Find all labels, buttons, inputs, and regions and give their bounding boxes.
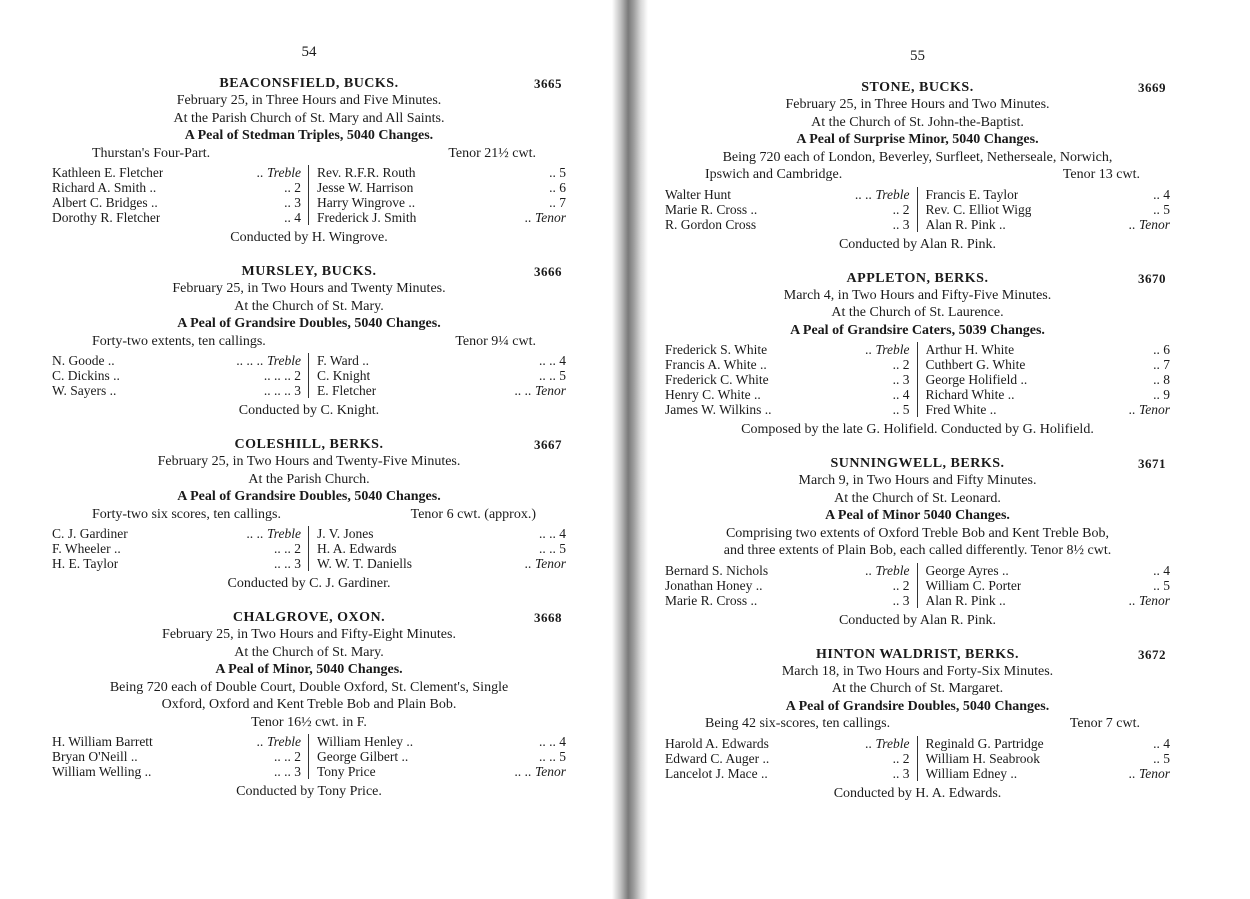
ringer-column-left [665,342,918,417]
ringer-bell: .. .. 4 [539,353,566,368]
ringer-row [52,353,301,368]
peal-detail-line: March 9, in Two Hours and Fifty Minutes. [798,473,1037,488]
ringer-name: Henry C. White .. [665,387,761,402]
peal-method: A Peal of Surprise Minor, 5040 Changes. [796,132,1039,147]
ringer-bell: .. 2 [284,180,301,195]
ringer-row [926,202,1171,217]
ringer-bell: .. Treble [256,734,301,749]
peal-place: HINTON WALDRIST, BERKS. [816,646,1019,662]
ringer-name: Dorothy R. Fletcher [52,210,161,225]
ringer-bell: .. 4 [1153,186,1170,202]
peal-place: SUNNINGWELL, BERKS. [830,456,1005,471]
ringer-bell: .. 5 [1153,577,1170,593]
ringer-column-left [52,526,309,571]
ringer-bell: .. Tenor [1128,592,1170,608]
ringer-bell: .. 8 [1153,372,1170,387]
peal-header [52,436,566,453]
peal-method: A Peal of Grandsire Caters, 5039 Changes. [790,322,1045,338]
peal-method: A Peal of Stedman Triples, 5040 Changes. [184,128,434,143]
ringer-name: Fred White .. [925,402,997,417]
peal-detail-line: Comprising two extents of Oxford Treble Bob and Kent Treble Bob, [725,525,1110,541]
ringer-row [926,217,1171,232]
ringer-name: Richard A. Smith .. [52,180,157,195]
ringer-row [52,541,301,556]
ringer-bell: .. 5 [1153,201,1170,217]
ringer-row [52,195,301,210]
ringer-bell: .. 4 [1153,562,1170,578]
peal-record [52,75,566,246]
ringer-name: James W. Wilkins .. [665,402,772,417]
ringer-row [52,734,301,749]
ringer-row [52,556,301,571]
peal-number: 3666 [534,264,562,279]
ringer-row [52,368,301,383]
ringer-name: George Ayres .. [925,562,1009,578]
ringer-bell: .. 3 [892,216,910,232]
peal-record [665,270,1170,439]
ringer-name: Alan R. Pink .. [925,216,1006,232]
ringer-row [926,736,1171,751]
peal-tenor-row [665,715,1170,733]
peal-place: APPLETON, BERKS. [846,270,989,286]
ringer-bell: .. 2 [892,357,910,372]
peal-tenor: Tenor 13 cwt. [1062,167,1140,182]
ringer-column-left [665,736,918,781]
ringer-bell: .. 4 [892,387,910,402]
ringer-table [52,165,566,225]
peal-method: A Peal of Minor, 5040 Changes. [215,662,403,677]
ringer-bell: .. Tenor [1128,402,1170,417]
ringer-bell: .. Treble [865,342,910,357]
ringer-name: Cuthbert G. White [925,357,1026,372]
ringer-bell: .. 9 [1153,387,1170,402]
ringer-row [317,195,566,210]
peal-header [52,609,566,626]
ringer-name: Lancelot J. Mace .. [665,765,768,781]
peal-conductor: Conducted by H. A. Edwards. [833,785,1002,801]
ringer-name: George Gilbert .. [317,749,409,764]
peal-detail-line: February 25, in Three Hours and Five Minutes. [176,93,442,108]
ringer-column-right [918,736,1171,781]
peal-composition: Thurstan's Four-Part. [92,145,211,161]
peal-record [665,646,1170,802]
peal-detail-line: March 4, in Two Hours and Fifty-Five Minutes. [783,287,1052,303]
ringer-name: William Welling .. [52,764,152,779]
ringer-row [926,593,1171,608]
peal-detail-line: February 25, in Two Hours and Fifty-Eight Minutes. [162,627,456,642]
peal-number: 3670 [1138,270,1166,286]
ringer-name: Frederick J. Smith [317,210,417,225]
peal-tenor: Tenor 7 cwt. [1069,716,1140,731]
ringer-row [926,563,1171,578]
ringer-row [926,402,1171,417]
ringer-name: Frederick C. White [665,372,769,387]
peal-tenor-row [665,166,1170,184]
peal-number: 3667 [534,437,562,452]
peal-tenor: Tenor 6 cwt. (approx.) [410,506,536,522]
ringer-table [665,563,1170,608]
peal-place: MURSLEY, BUCKS. [241,264,377,279]
peal-tenor: Tenor 21½ cwt. [448,145,536,161]
ringer-column-left [52,353,309,398]
peal-header [665,270,1170,287]
ringer-row [665,187,910,202]
ringer-row [665,372,910,387]
ringer-row [52,165,301,180]
ringer-column-left [665,187,918,232]
ringer-name: W. Sayers .. [52,383,117,398]
peal-conductor: Conducted by Alan R. Pink. [838,612,997,628]
ringer-bell: .. .. 5 [539,749,566,764]
ringer-name: Alan R. Pink .. [925,592,1006,608]
ringer-row [665,578,910,593]
peal-header [665,455,1170,472]
ringer-row [926,342,1171,357]
ringer-name: Rev. C. Elliot Wigg [925,201,1032,217]
ringer-row [665,736,910,751]
peal-number: 3668 [534,610,562,625]
ringer-bell: .. .. .. 2 [263,368,301,383]
ringer-row [52,749,301,764]
ringer-name: Albert C. Bridges .. [52,195,158,210]
ringer-name: H. E. Taylor [52,556,119,571]
ringer-bell: .. 4 [284,210,301,225]
ringer-row [317,764,566,779]
ringer-name: Arthur H. White [925,342,1015,357]
ringer-row [665,402,910,417]
ringer-name: E. Fletcher [317,383,377,398]
ringer-name: F. Ward .. [317,353,369,368]
ringer-row [52,180,301,195]
ringer-row [926,372,1171,387]
ringer-column-right [309,734,566,779]
ringer-bell: .. Treble [865,562,910,578]
peal-record [665,455,1170,629]
peal-list [52,75,566,800]
ringer-name: H. A. Edwards [317,541,397,556]
ringer-name: William Henley .. [317,734,414,749]
ringer-name: N. Goode .. [52,353,115,368]
ringer-name: H. William Barrett [52,734,153,749]
peal-list [665,79,1170,802]
peal-place: BEACONSFIELD, BUCKS. [219,76,399,91]
peal-detail-line: March 18, in Two Hours and Forty-Six Minutes. [781,663,1054,679]
peal-detail-line: At the Parish Church of St. Mary and All Saints. [173,110,445,126]
ringer-row [317,368,566,383]
ringer-name: William H. Seabrook [925,750,1041,766]
peal-place: COLESHILL, BERKS. [234,437,384,452]
ringer-column-right [918,342,1171,417]
ringer-column-right [309,165,566,225]
left-page [0,0,618,899]
ringer-name: William Edney .. [925,765,1018,781]
ringer-row [317,734,566,749]
ringer-row [926,751,1171,766]
ringer-row [926,766,1171,781]
ringer-name: Frederick S. White [665,342,768,357]
peal-tenor-row [52,333,566,351]
peal-conductor: Conducted by C. Knight. [238,403,380,418]
peal-place: CHALGROVE, OXON. [232,610,386,625]
peal-tenor-row [52,145,566,163]
ringer-bell: .. 4 [1153,735,1170,751]
ringer-row [665,217,910,232]
peal-record [52,609,566,800]
ringer-bell: .. 3 [892,592,910,608]
ringer-bell: .. .. Tenor [514,383,566,398]
ringer-column-left [52,734,309,779]
peal-detail-line: and three extents of Plain Bob, each called differently. Tenor 8½ cwt. [723,543,1112,558]
ringer-name: C. Knight [317,368,371,383]
ringer-table [52,734,566,779]
ringer-name: Edward C. Auger .. [665,750,770,766]
peal-conductor: Conducted by H. Wingrove. [230,230,388,245]
peal-record [52,263,566,419]
ringer-row [926,387,1171,402]
ringer-bell: .. 5 [549,165,566,180]
ringer-name: J. V. Jones [317,526,374,541]
peal-detail-line: At the Church of St. Leonard. [834,490,1001,506]
peal-conductor: Conducted by C. J. Gardiner. [227,576,391,591]
ringer-column-left [52,165,309,225]
ringer-table [665,187,1170,232]
ringer-name: Jesse W. Harrison [317,180,414,195]
ringer-name: Walter Hunt [665,186,732,202]
ringer-table [52,526,566,571]
ringer-bell: .. Treble [256,165,301,180]
ringer-column-left [665,563,918,608]
ringer-bell: .. Tenor [1128,765,1170,781]
ringer-row [665,563,910,578]
ringer-row [665,766,910,781]
peal-method: A Peal of Minor 5040 Changes. [825,508,1010,523]
ringer-bell: .. Tenor [524,210,566,225]
ringer-row [665,357,910,372]
peal-detail-line: At the Church of St. Laurence. [831,305,1004,320]
peal-detail-line: At the Church of St. John-the-Baptist. [811,114,1024,130]
ringer-bell: .. Treble [865,735,910,751]
ringer-name: Reginald G. Partridge [925,735,1044,751]
ringer-bell: .. 7 [1153,357,1170,372]
ringer-name: Rev. R.F.R. Routh [317,165,416,180]
peal-detail-line: At the Church of St. Margaret. [831,681,1004,696]
ringer-name: C. J. Gardiner [52,526,128,541]
ringer-table [665,342,1170,417]
peal-record [665,79,1170,253]
peal-method: A Peal of Grandsire Doubles, 5040 Changes. [785,698,1050,714]
ringer-table [665,736,1170,781]
peal-tenor-row [52,506,566,524]
ringer-name: Tony Price [317,764,376,779]
ringer-bell: .. .. 5 [539,368,566,383]
ringer-name: Marie R. Cross .. [665,201,758,217]
ringer-name: Francis E. Taylor [925,186,1019,202]
peal-number: 3672 [1138,646,1166,662]
peal-record [52,436,566,592]
ringer-bell: .. .. .. 3 [263,383,301,398]
ringer-bell: .. .. 4 [539,526,566,541]
ringer-bell: .. 6 [549,180,566,195]
ringer-name: Harold A. Edwards [665,735,769,751]
peal-number: 3671 [1138,456,1166,471]
ringer-name: Kathleen E. Fletcher [52,165,164,180]
ringer-table [52,353,566,398]
ringer-name: Harry Wingrove .. [317,195,416,210]
peal-conductor: Conducted by Alan R. Pink. [838,236,997,252]
ringer-row [665,593,910,608]
ringer-row [317,353,566,368]
ringer-row [665,751,910,766]
ringer-row [317,165,566,180]
ringer-bell: .. .. Tenor [514,764,566,779]
ringer-row [52,383,301,398]
ringer-row [52,210,301,225]
ringer-bell: .. Tenor [1128,216,1170,232]
peal-conductor: Composed by the late G. Holifield. Conducted by G. Holifield. [741,422,1094,437]
ringer-row [317,210,566,225]
peal-detail-line: Oxford, Oxford and Kent Treble Bob and Plain Bob. [161,697,457,712]
ringer-name: Bryan O'Neill .. [52,749,138,764]
ringer-column-right [309,353,566,398]
peal-number: 3665 [534,76,562,91]
peal-header [665,79,1170,96]
peal-detail-line: February 25, in Two Hours and Twenty Minutes. [172,281,446,296]
ringer-name: Bernard S. Nichols [665,562,769,578]
ringer-name: Richard White .. [925,387,1015,402]
ringer-bell: .. 3 [892,765,910,781]
peal-composition: Forty-two six scores, ten callings. [92,506,281,522]
ringer-bell: .. .. 4 [539,734,566,749]
ringer-name: C. Dickins .. [52,368,120,383]
ringer-row [317,383,566,398]
ringer-row [317,526,566,541]
ringer-column-right [918,187,1171,232]
page-number: 55 [910,48,925,64]
peal-detail-line: Being 720 each of Double Court, Double Oxford, St. Clement's, Single [109,679,509,695]
peal-header [665,646,1170,663]
ringer-row [317,180,566,195]
peal-number: 3669 [1138,80,1166,95]
peal-detail-line: At the Parish Church. [248,471,370,487]
ringer-bell: .. .. 3 [274,764,301,779]
peal-header [52,263,566,280]
peal-composition: Being 42 six-scores, ten callings. [705,716,891,731]
peal-detail-line: Tenor 16½ cwt. in F. [251,714,367,730]
peal-tenor: Tenor 9¼ cwt. [455,333,536,349]
ringer-bell: .. 6 [1153,342,1170,357]
right-page [640,0,1250,899]
peal-composition: Forty-two extents, ten callings. [92,333,266,349]
peal-header [52,75,566,92]
ringer-name: Marie R. Cross .. [665,592,758,608]
peal-detail-line: At the Church of St. Mary. [234,298,384,314]
ringer-bell: .. 5 [1153,750,1170,766]
ringer-name: W. W. T. Daniells [317,556,413,571]
ringer-bell: .. .. 2 [274,541,301,556]
peal-detail-line: Being 720 each of London, Beverley, Surfleet, Netherseale, Norwich, [722,149,1113,165]
ringer-row [926,578,1171,593]
ringer-bell: .. .. 2 [274,749,301,764]
ringer-bell: .. .. 3 [274,556,301,571]
ringer-name: George Holifield .. [925,372,1028,387]
ringer-row [317,541,566,556]
ringer-name: William C. Porter [925,577,1022,593]
ringer-row [317,556,566,571]
ringer-row [665,387,910,402]
ringer-row [52,526,301,541]
ringer-bell: .. 5 [892,402,910,417]
ringer-row [317,749,566,764]
peal-method: A Peal of Grandsire Doubles, 5040 Changes. [177,489,441,504]
ringer-bell: .. 2 [892,577,910,593]
ringer-name: Jonathan Honey .. [665,577,763,593]
ringer-name: F. Wheeler .. [52,541,121,556]
ringer-bell: .. .. Treble [855,186,910,202]
peal-detail-line: At the Church of St. Mary. [234,644,384,660]
ringer-bell: .. 2 [892,750,910,766]
peal-detail-line: February 25, in Two Hours and Twenty-Five Minutes. [157,454,461,469]
ringer-bell: .. Tenor [524,556,566,571]
ringer-bell: .. .. Treble [246,526,301,541]
peal-place: STONE, BUCKS. [861,80,974,95]
ringer-row [926,357,1171,372]
ringer-bell: .. .. 5 [539,541,566,556]
page-number: 54 [301,44,317,60]
peal-method: A Peal of Grandsire Doubles, 5040 Changes. [177,316,441,331]
peal-conductor: Conducted by Tony Price. [236,784,382,799]
ringer-name: Francis A. White .. [665,357,767,372]
ringer-column-right [918,563,1171,608]
ringer-row [926,187,1171,202]
peal-composition: Ipswich and Cambridge. [705,167,843,182]
ringer-row [52,764,301,779]
ringer-bell: .. 2 [892,201,910,217]
ringer-row [665,202,910,217]
ringer-bell: .. 3 [284,195,301,210]
ringer-column-right [309,526,566,571]
ringer-bell: .. .. .. Treble [236,353,301,368]
ringer-name: R. Gordon Cross [665,216,757,232]
ringer-bell: .. 7 [549,195,566,210]
peal-detail-line: February 25, in Three Hours and Two Minutes. [785,97,1050,112]
ringer-bell: .. 3 [892,372,910,387]
ringer-row [665,342,910,357]
